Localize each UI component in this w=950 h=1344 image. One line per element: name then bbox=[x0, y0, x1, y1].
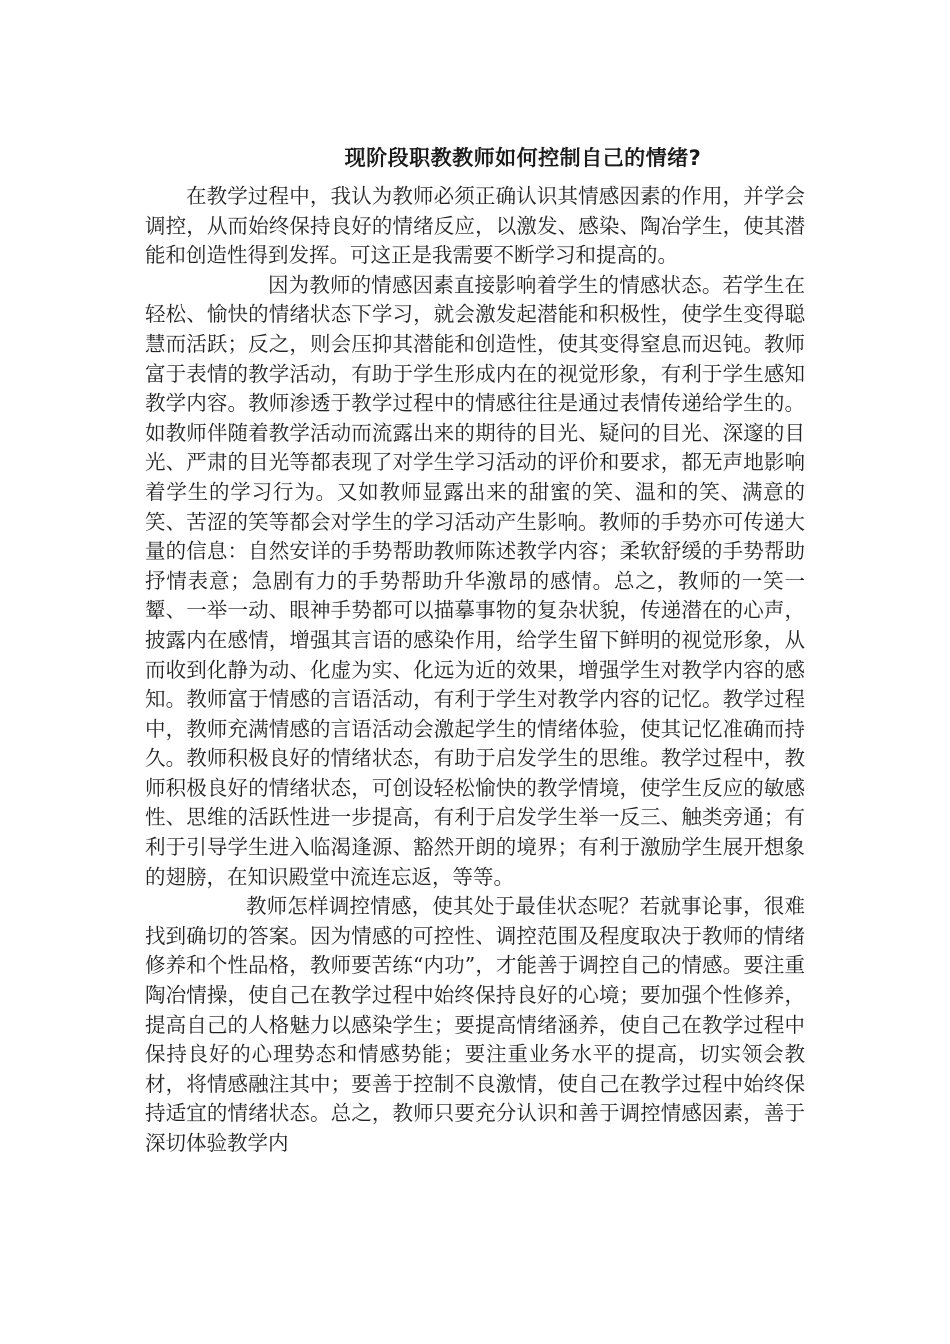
paragraph-2: 因为教师的情感因素直接影响着学生的情感状态。若学生在轻松、愉快的情绪状态下学习，就会激发起潜能和积极性，使学生变得聪慧而活跃；反之，则会压抑其潜能和创造性，使其变得窒息而迟钝。教师富于表情的教学活动，有助于学生形成内在的视觉形象，有利于学生感知教学内容。教师渗透于教学过程中的情感往往是通过表情传递给学生的。如教师伴随着教学活动而流露出来的期待的目光、疑问的目光、深邃的目光、严肃的目光等都表现了对学生学习活动的评价和要求，都无声地影响着学生的学习行为。又如教师显露出来的甜蜜的笑、温和的笑、满意的笑、苦涩的笑等都会对学生的学习活动产生影响。教师的手势亦可传递大量的信息：自然安详的手势帮助教师陈述教学内容；柔软舒缓的手势帮助抒情表意；急剧有力的手势帮助升华激昂的感情。总之，教师的一笑一颦、一举一动、眼神手势都可以描摹事物的复杂状貌，传递潜在的心声，披露内在感情，增强其言语的感染作用，给学生留下鲜明的视觉形象，从而收到化静为动、化虚为实、化远为近的效果，增强学生对教学内容的感知。教师富于情感的言语活动，有利于学生对教学内容的记忆。教学过程中，教师充满情感的言语活动会激起学生的情绪体验，使其记忆准确而持久。教师积极良好的情绪状态，有助于启发学生的思维。教学过程中，教师积极良好的情绪状态，可创设轻松愉快的教学情境，使学生反应的敏感性、思维的活跃性进一步提高，有利于启发学生举一反三、触类旁通；有利于引导学生进入临渴逢源、豁然开朗的境界；有利于激励学生展开想象的翅膀，在知识殿堂中流连忘返，等等。 bbox=[145, 272, 805, 889]
paragraph-3: 教师怎样调控情感，使其处于最佳状态呢？若就事论事，很难找到确切的答案。因为情感的可控性、调控范围及程度取决于教师的情绪修养和个性品格，教师要苦练“内功”，才能善于调控自己的情感。要注重陶冶情操，使自己在教学过程中始终保持良好的心境；要加强个性修养，提高自己的人格魅力以感染学生；要提高情绪涵养，使自己在教学过程中保持良好的心理势态和情感势能；要注重业务水平的提高，切实领会教材，将情感融注其中；要善于控制不良激情，使自己在教学过程中始终保持适宜的情绪状态。总之，教师只要充分认识和善于调控情感因素，善于深切体验教学内 bbox=[145, 894, 805, 1155]
paragraph-1: 在教学过程中，我认为教师必须正确认识其情感因素的作用，并学会调控，从而始终保持良好的情绪反应，以激发、感染、陶冶学生，使其潜能和创造性得到发挥。可这正是我需要不断学习和提高的。 bbox=[145, 184, 805, 268]
document-title: 现阶段职教教师如何控制自己的情绪? bbox=[344, 146, 702, 170]
document-body bbox=[145, 182, 805, 1159]
